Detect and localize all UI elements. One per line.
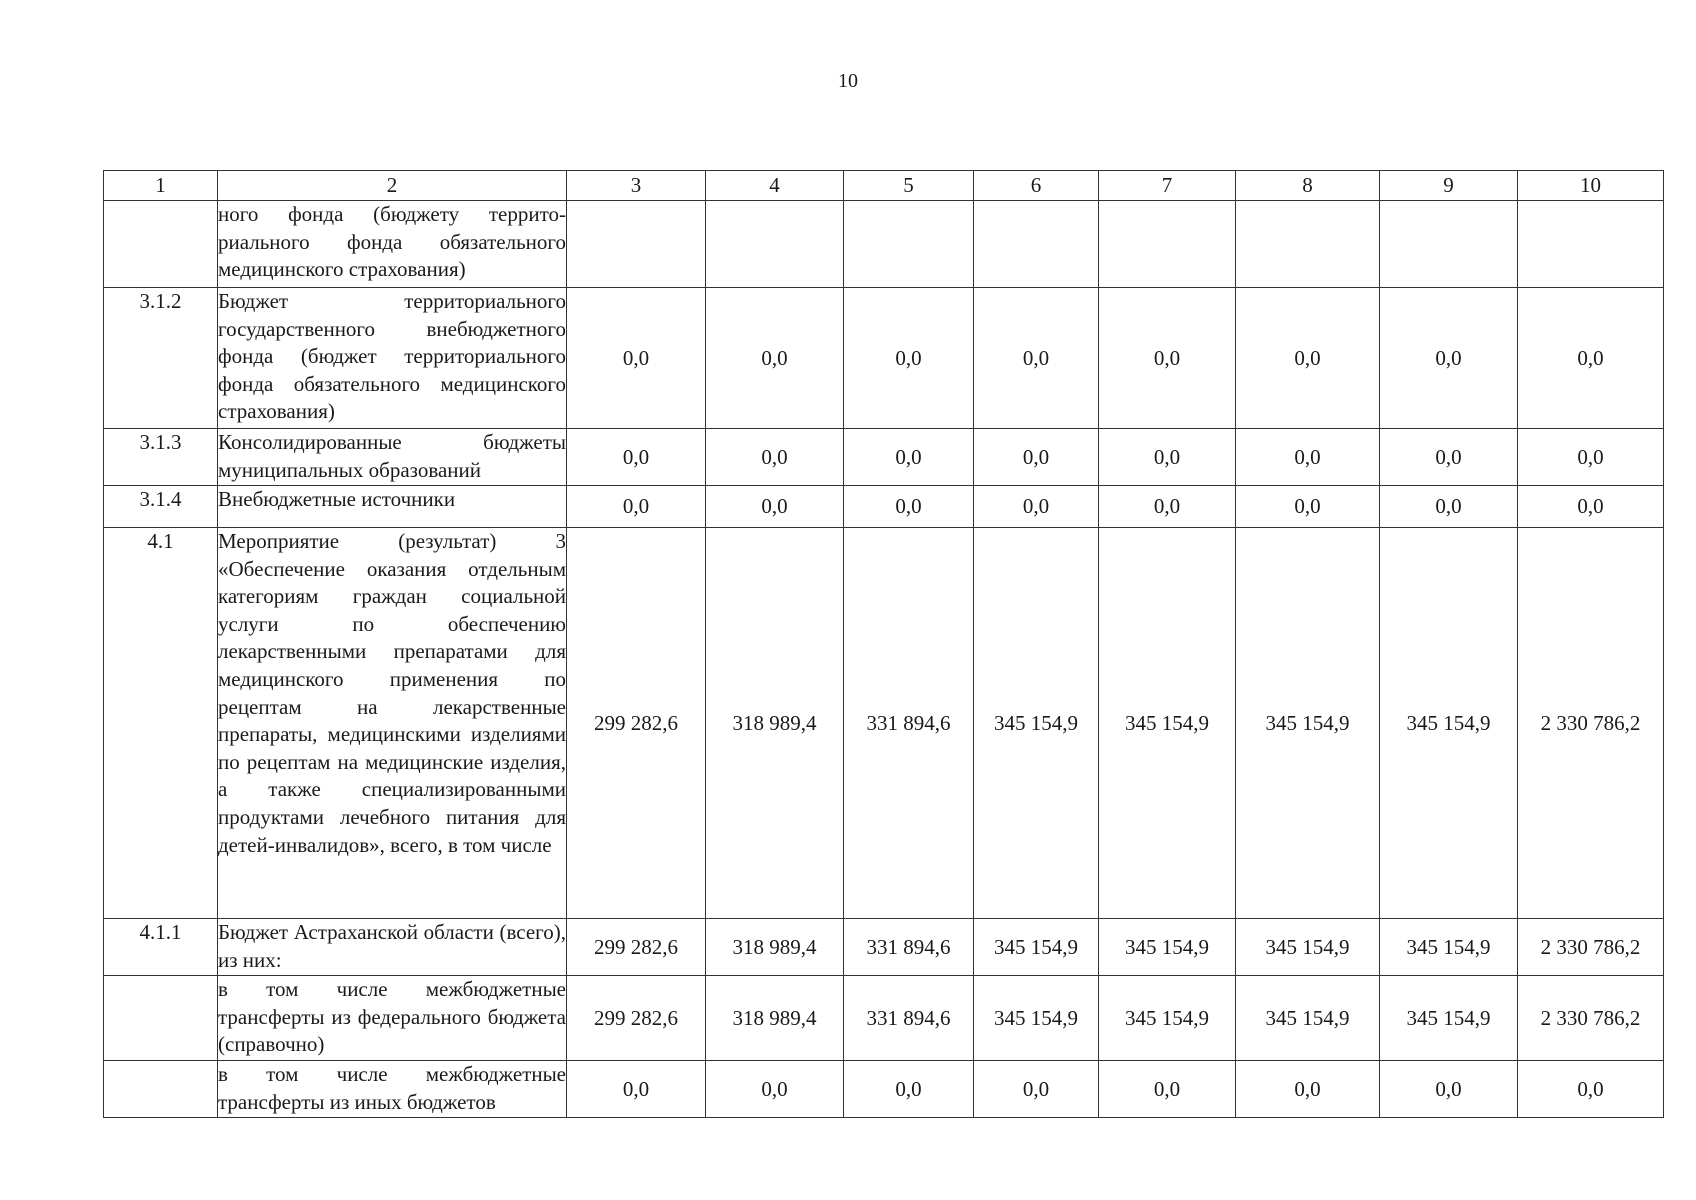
row-value: 0,0 xyxy=(974,1061,1099,1118)
row-number: 4.1 xyxy=(104,528,218,919)
table-row xyxy=(104,976,1664,1061)
row-value: 2 330 786,2 xyxy=(1518,919,1664,976)
row-value: 345 154,9 xyxy=(974,919,1099,976)
row-value: 345 154,9 xyxy=(974,976,1099,1061)
row-value: 299 282,6 xyxy=(567,528,706,919)
row-number: 3.1.3 xyxy=(104,429,218,486)
column-header: 10 xyxy=(1518,171,1664,201)
row-value: 0,0 xyxy=(1380,288,1518,429)
column-header: 3 xyxy=(567,171,706,201)
row-value: 0,0 xyxy=(1236,288,1380,429)
row-value: 345 154,9 xyxy=(974,528,1099,919)
row-value: 345 154,9 xyxy=(1236,976,1380,1061)
row-value: 331 894,6 xyxy=(844,528,974,919)
row-value: 0,0 xyxy=(1099,429,1236,486)
header-row xyxy=(104,171,1664,201)
row-value: 331 894,6 xyxy=(844,919,974,976)
table-row xyxy=(104,528,1664,919)
row-name: в том числе межбюджетные трансферты из федерального бюджета (справочно) xyxy=(218,976,567,1061)
row-value: 299 282,6 xyxy=(567,976,706,1061)
row-value: 345 154,9 xyxy=(1099,919,1236,976)
row-value: 0,0 xyxy=(844,288,974,429)
row-value: 0,0 xyxy=(567,288,706,429)
row-number xyxy=(104,201,218,288)
row-value: 345 154,9 xyxy=(1380,528,1518,919)
row-value: 0,0 xyxy=(1099,1061,1236,1118)
table-row xyxy=(104,486,1664,528)
row-value: 318 989,4 xyxy=(706,528,844,919)
row-value: 0,0 xyxy=(1236,429,1380,486)
row-name: Мероприятие (результат) 3 «Обеспечение оказания отдельным категориям граждан социальной услуги по обеспечению лекарственными препаратами для медицинского применения по рецептам на лекарственные препараты, медицинскими изделиями по рецептам на медицинские изделия, а также специализированными продуктами лечебного питания для детей-инвалидов», всего, в том числе xyxy=(218,528,567,919)
row-value xyxy=(1236,201,1380,288)
row-value: 345 154,9 xyxy=(1380,919,1518,976)
row-value: 0,0 xyxy=(1518,429,1664,486)
column-header: 7 xyxy=(1099,171,1236,201)
table-row xyxy=(104,919,1664,976)
row-value: 0,0 xyxy=(1518,1061,1664,1118)
row-value: 0,0 xyxy=(1518,486,1664,528)
column-header: 6 xyxy=(974,171,1099,201)
row-value: 0,0 xyxy=(974,288,1099,429)
row-value xyxy=(844,201,974,288)
row-value: 2 330 786,2 xyxy=(1518,976,1664,1061)
row-value: 345 154,9 xyxy=(1236,528,1380,919)
row-value: 331 894,6 xyxy=(844,976,974,1061)
row-value: 0,0 xyxy=(567,429,706,486)
column-header: 5 xyxy=(844,171,974,201)
row-value: 0,0 xyxy=(706,486,844,528)
row-name: Консолидированные бюджеты муниципальных образований xyxy=(218,429,567,486)
row-value xyxy=(1518,201,1664,288)
row-value: 0,0 xyxy=(706,429,844,486)
row-number xyxy=(104,1061,218,1118)
budget-table xyxy=(103,170,1664,1118)
row-value: 0,0 xyxy=(1236,1061,1380,1118)
row-name: ного фонда (бюджету территориального фонда обязательного медицинского страхования) xyxy=(218,201,567,288)
row-value xyxy=(974,201,1099,288)
row-number: 3.1.4 xyxy=(104,486,218,528)
row-number: 3.1.2 xyxy=(104,288,218,429)
row-number xyxy=(104,976,218,1061)
row-value: 299 282,6 xyxy=(567,919,706,976)
row-value xyxy=(1380,201,1518,288)
row-value: 318 989,4 xyxy=(706,919,844,976)
column-header: 1 xyxy=(104,171,218,201)
row-name: Внебюджетные источники xyxy=(218,486,567,528)
row-value xyxy=(1099,201,1236,288)
row-value: 0,0 xyxy=(1236,486,1380,528)
row-value: 345 154,9 xyxy=(1236,919,1380,976)
row-value: 2 330 786,2 xyxy=(1518,528,1664,919)
page-number: 10 xyxy=(838,70,858,92)
row-value: 0,0 xyxy=(706,1061,844,1118)
row-value: 0,0 xyxy=(567,486,706,528)
table-row xyxy=(104,201,1664,288)
row-value: 345 154,9 xyxy=(1380,976,1518,1061)
row-value: 0,0 xyxy=(974,486,1099,528)
column-header: 4 xyxy=(706,171,844,201)
row-value: 0,0 xyxy=(1518,288,1664,429)
row-value: 0,0 xyxy=(844,486,974,528)
row-value: 0,0 xyxy=(1099,486,1236,528)
row-value: 0,0 xyxy=(1099,288,1236,429)
row-value: 0,0 xyxy=(844,1061,974,1118)
row-value: 345 154,9 xyxy=(1099,976,1236,1061)
row-value: 318 989,4 xyxy=(706,976,844,1061)
row-value: 0,0 xyxy=(567,1061,706,1118)
row-value: 0,0 xyxy=(844,429,974,486)
column-header: 2 xyxy=(218,171,567,201)
row-name: Бюджет территориального государственного внебюджетного фонда (бюджет территориального фонда обязательного медицинского страхования) xyxy=(218,288,567,429)
column-header: 8 xyxy=(1236,171,1380,201)
table-row xyxy=(104,1061,1664,1118)
row-value xyxy=(706,201,844,288)
row-value: 0,0 xyxy=(1380,1061,1518,1118)
row-name: Бюджет Астраханской области (всего), из них: xyxy=(218,919,567,976)
row-name: в том числе межбюджетные трансферты из иных бюджетов xyxy=(218,1061,567,1118)
row-value: 0,0 xyxy=(974,429,1099,486)
row-value: 345 154,9 xyxy=(1099,528,1236,919)
row-value: 0,0 xyxy=(706,288,844,429)
table-row xyxy=(104,429,1664,486)
column-header: 9 xyxy=(1380,171,1518,201)
row-value: 0,0 xyxy=(1380,486,1518,528)
row-number: 4.1.1 xyxy=(104,919,218,976)
table-row xyxy=(104,288,1664,429)
row-value xyxy=(567,201,706,288)
row-value: 0,0 xyxy=(1380,429,1518,486)
